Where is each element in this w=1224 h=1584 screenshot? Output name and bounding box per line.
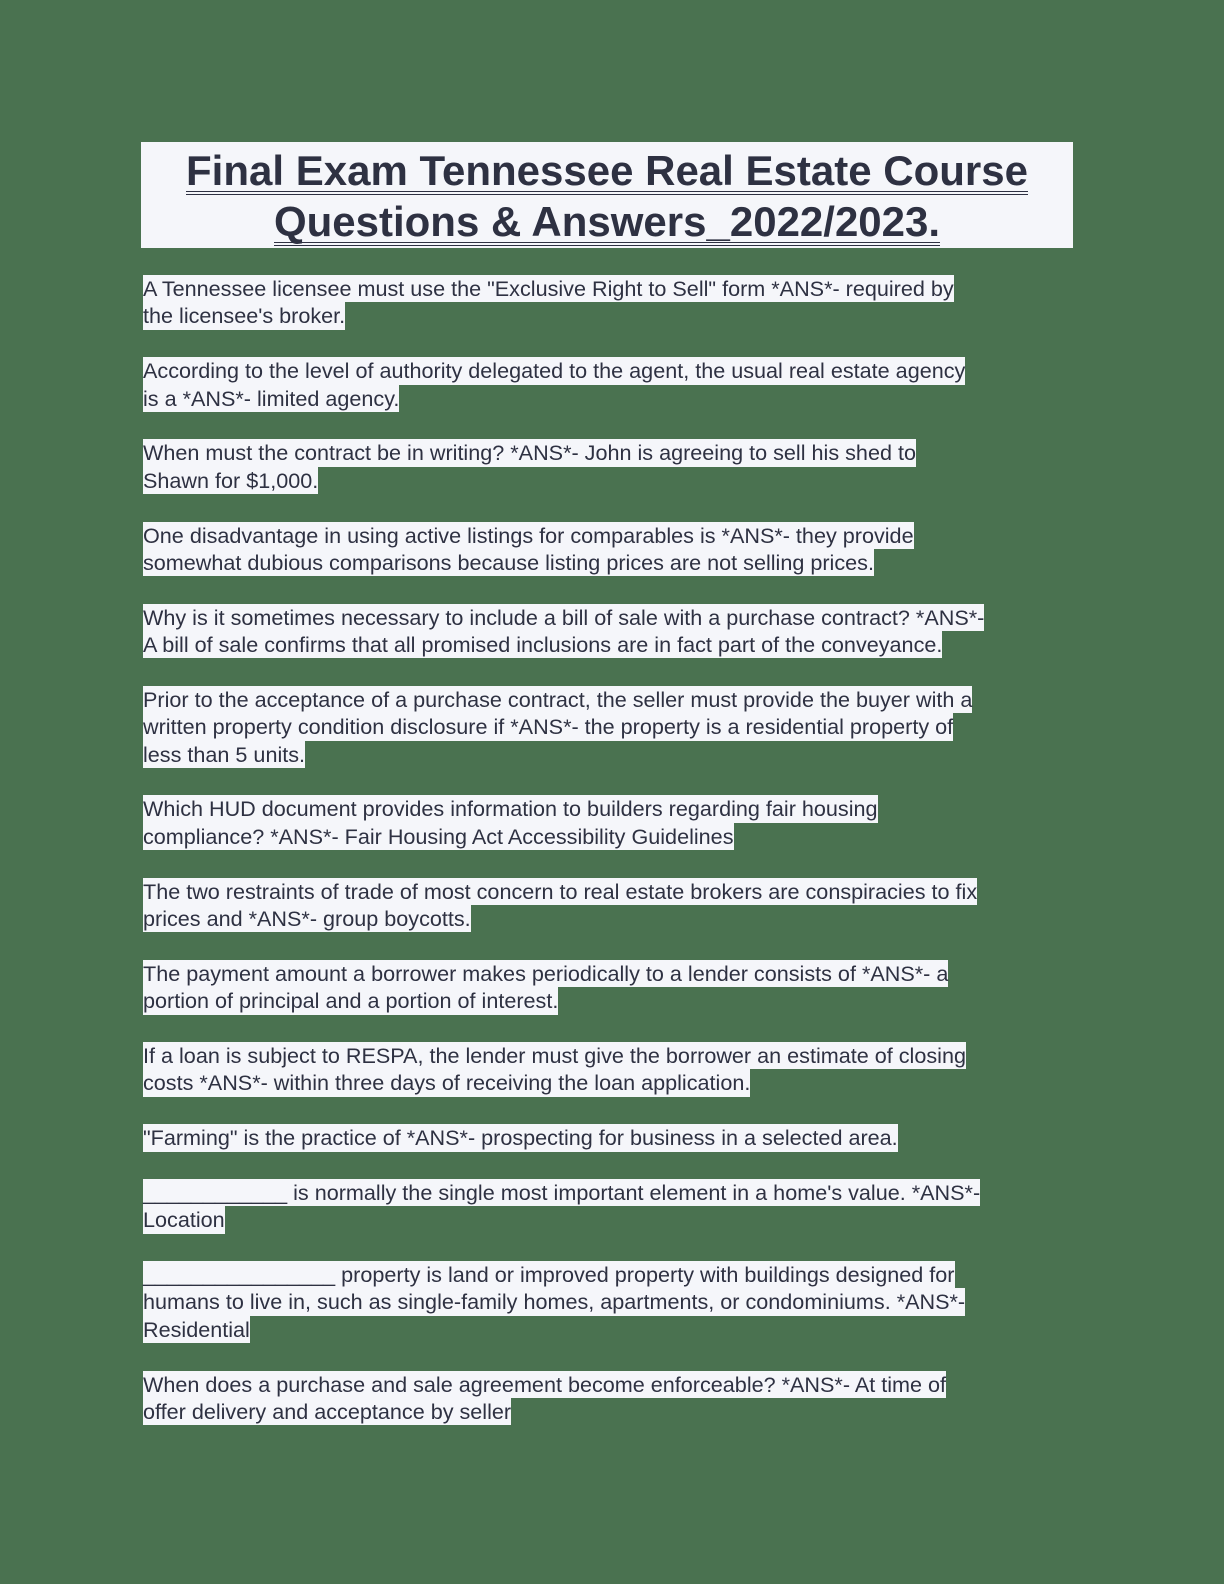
qa-line-text: ________________ property is land or improved property with buildings designed for [143,1262,955,1288]
qa-line-text: The payment amount a borrower makes periodically to a lender consists of *ANS*- a [143,960,949,986]
qa-item [143,795,1083,850]
qa-line-text: is a *ANS*- limited agency. [143,385,400,411]
qa-line [143,385,1083,412]
qa-line-text: The two restraints of trade of most concern to real estate brokers are conspiracies to fix [143,878,978,904]
qa-line [143,960,1083,987]
qa-line-text: When does a purchase and sale agreement become enforceable? *ANS*- At time of [143,1371,947,1397]
qa-line [143,604,1083,631]
qa-item [143,878,1083,933]
qa-line-text: humans to live in, such as single-family homes, apartments, or condominiums. *ANS*- [143,1289,966,1315]
qa-line-text: If a loan is subject to RESPA, the lender must give the borrower an estimate of closing [143,1042,966,1068]
qa-line [143,467,1083,494]
qa-line [143,1288,1083,1315]
qa-line-text: Why is it sometimes necessary to include a bill of sale with a purchase contract? *ANS*- [143,604,985,630]
qa-line [143,275,1083,302]
qa-line-text: ____________ is normally the single most important element in a home's value. *ANS*- [143,1179,981,1205]
qa-line [143,686,1083,713]
qa-item [143,275,1083,330]
qa-line-text: written property condition disclosure if *ANS*- the property is a residential property of [143,714,954,740]
qa-item [143,439,1083,494]
qa-line [143,302,1083,329]
qa-line [143,878,1083,905]
qa-line [143,1398,1083,1425]
qa-item [143,1042,1083,1097]
qa-line-text: less than 5 units. [143,741,306,767]
qa-line [143,631,1083,658]
qa-line-text: Residential [143,1316,250,1342]
qa-line [143,1179,1083,1206]
qa-line-text: prices and *ANS*- group boycotts. [143,905,471,931]
qa-line-text: When must the contract be in writing? *ANS*- John is agreeing to sell his shed to [143,440,916,466]
qa-list [143,275,1083,1453]
qa-line-text: According to the level of authority delegated to the agent, the usual real estate agency [143,358,966,384]
qa-item [143,960,1083,1015]
qa-line-text: compliance? *ANS*- Fair Housing Act Accessibility Guidelines [143,823,734,849]
qa-line [143,823,1083,850]
qa-line-text: "Farming" is the practice of *ANS*- prospecting for business in a selected area. [143,1125,898,1151]
qa-line [143,713,1083,740]
title-text-line-2: Questions & Answers_2022/2023. [273,198,941,245]
qa-line-text: Prior to the acceptance of a purchase contract, the seller must provide the buyer with a [143,686,973,712]
qa-line [143,741,1083,768]
qa-line [143,1371,1083,1398]
qa-line [143,1206,1083,1233]
qa-item [143,1179,1083,1234]
qa-line-text: Which HUD document provides information to builders regarding fair housing [143,796,878,822]
qa-item [143,1371,1083,1426]
qa-item [143,1124,1083,1151]
document-title-line-1 [141,146,1073,196]
qa-line-text: somewhat dubious comparisons because listing prices are not selling prices. [143,549,874,575]
qa-line [143,1124,1083,1151]
qa-line [143,905,1083,932]
qa-item [143,604,1083,659]
qa-line [143,1261,1083,1288]
qa-line-text: offer delivery and acceptance by seller [143,1399,512,1425]
qa-item [143,522,1083,577]
qa-item [143,357,1083,412]
qa-line [143,439,1083,466]
qa-line-text: One disadvantage in using active listings for comparables is *ANS*- they provide [143,522,914,548]
qa-item [143,1261,1083,1343]
qa-line-text: A Tennessee licensee must use the "Exclusive Right to Sell" form *ANS*- required by [143,276,954,301]
title-text-line-1: Final Exam Tennessee Real Estate Course [186,147,1028,194]
qa-line [143,357,1083,384]
qa-line [143,1042,1083,1069]
qa-line-text: A bill of sale confirms that all promised inclusions are in fact part of the conveyance. [143,632,943,658]
qa-line [143,1069,1083,1096]
qa-line-text: Location [143,1207,225,1233]
qa-line-text: portion of principal and a portion of interest. [143,988,559,1014]
qa-line [143,795,1083,822]
qa-line [143,1316,1083,1343]
qa-line [143,549,1083,576]
qa-line-text: the licensee's broker. [143,303,346,329]
qa-line-text: costs *ANS*- within three days of receiving the loan application. [143,1070,751,1096]
qa-line [143,987,1083,1014]
qa-line-text: Shawn for $1,000. [143,467,319,493]
document-title-box [141,142,1073,248]
qa-item [143,686,1083,768]
document-title-line-2 [141,197,1073,247]
qa-line [143,522,1083,549]
